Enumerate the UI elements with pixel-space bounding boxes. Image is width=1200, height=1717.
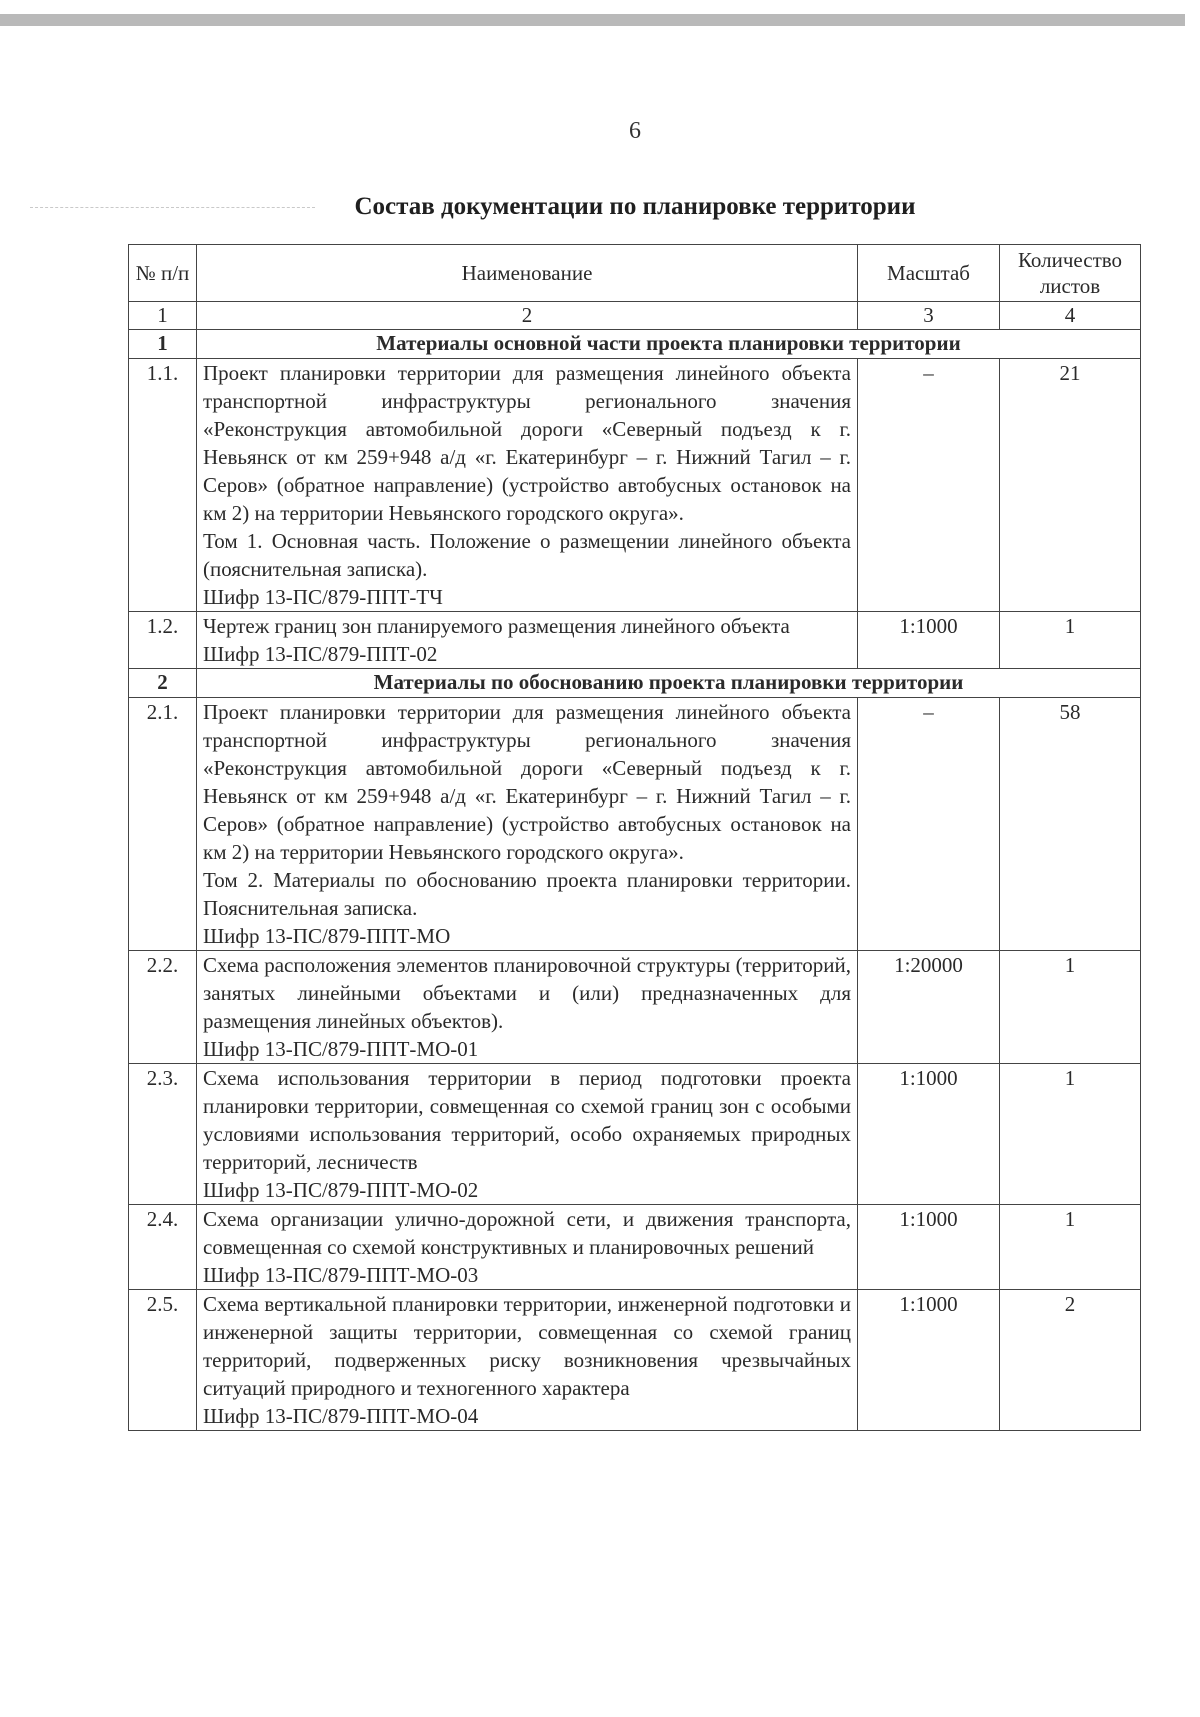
row-sheet-count: 1 — [1000, 951, 1141, 1064]
row-cipher: Шифр 13-ПС/879-ППТ-МО-03 — [203, 1263, 479, 1287]
header-name: Наименование — [197, 245, 858, 302]
column-number: 1 — [129, 302, 197, 330]
row-cipher: Шифр 13-ПС/879-ППТ-МО — [203, 924, 451, 948]
row-name — [197, 951, 858, 1064]
header-count: Количество листов — [1000, 245, 1141, 302]
table-body — [129, 330, 1141, 1431]
documentation-table — [128, 244, 1141, 1431]
table-row — [129, 951, 1141, 1064]
scan-top-edge — [0, 14, 1185, 26]
row-name — [197, 1205, 858, 1290]
row-cipher: Шифр 13-ПС/879-ППТ-МО-04 — [203, 1404, 479, 1428]
section-row — [129, 669, 1141, 698]
row-sheet-count: 58 — [1000, 698, 1141, 951]
section-title: Материалы по обоснованию проекта планировки территории — [197, 669, 1141, 698]
page-number: 6 — [629, 118, 641, 144]
column-number: 2 — [197, 302, 858, 330]
row-number: 2.2. — [129, 951, 197, 1064]
row-sheet-count: 1 — [1000, 1064, 1141, 1205]
row-sheet-count: 1 — [1000, 612, 1141, 669]
section-title: Материалы основной части проекта планировки территории — [197, 330, 1141, 359]
table-header-row — [129, 245, 1141, 302]
row-scale: 1:1000 — [858, 1290, 1000, 1431]
table-row — [129, 1064, 1141, 1205]
table-row — [129, 1290, 1141, 1431]
header-scale: Масштаб — [858, 245, 1000, 302]
column-number: 3 — [858, 302, 1000, 330]
row-name — [197, 359, 858, 612]
column-number: 4 — [1000, 302, 1141, 330]
row-name-paragraph: Том 1. Основная часть. Положение о размещении линейного объекта (пояснительная записка). — [203, 529, 851, 581]
row-name-paragraph: Чертеж границ зон планируемого размещения линейного объекта — [203, 614, 790, 638]
table-row — [129, 612, 1141, 669]
row-cipher: Шифр 13-ПС/879-ППТ-МО-01 — [203, 1037, 479, 1061]
row-name-paragraph: Схема организации улично-дорожной сети, и движения транспорта, совмещенная со схемой конструктивных и планировочных решений — [203, 1207, 851, 1259]
row-number: 2.4. — [129, 1205, 197, 1290]
row-name-paragraph: Проект планировки территории для размещения линейного объекта транспортной инфраструктуры регионального значения «Реконструкция автомобильной дороги «Северный подъезд к г. Невьянск от км 259+948 а/д «г. Екатеринбург – г. Нижний Тагил – г. Серов» (обратное направление) (устройство автобусных остановок на км 2) на территории Невьянского городского округа». — [203, 361, 851, 525]
row-scale: 1:1000 — [858, 612, 1000, 669]
row-scale: – — [858, 698, 1000, 951]
row-number: 2.3. — [129, 1064, 197, 1205]
row-sheet-count: 21 — [1000, 359, 1141, 612]
section-row — [129, 330, 1141, 359]
header-num: № п/п — [129, 245, 197, 302]
document-title: Состав документации по планировке территории — [354, 193, 916, 220]
column-number-row — [129, 302, 1141, 330]
row-number: 1.2. — [129, 612, 197, 669]
row-cipher: Шифр 13-ПС/879-ППТ-02 — [203, 642, 438, 666]
row-name-paragraph: Схема использования территории в период подготовки проекта планировки территории, совмещенная со схемой границ зон с особыми условиями использования территорий, особо охраняемых природных территорий, лесничеств — [203, 1066, 851, 1174]
row-sheet-count: 1 — [1000, 1205, 1141, 1290]
row-sheet-count: 2 — [1000, 1290, 1141, 1431]
row-cipher: Шифр 13-ПС/879-ППТ-МО-02 — [203, 1178, 479, 1202]
table-row — [129, 698, 1141, 951]
row-scale: 1:1000 — [858, 1064, 1000, 1205]
section-number: 2 — [129, 669, 197, 698]
row-scale: 1:20000 — [858, 951, 1000, 1064]
row-number: 2.1. — [129, 698, 197, 951]
row-cipher: Шифр 13-ПС/879-ППТ-ТЧ — [203, 585, 443, 609]
row-name-paragraph: Схема вертикальной планировки территории, инженерной подготовки и инженерной защиты территории, совмещенная со схемой границ территорий, подверженных риску возникновения чрезвычайных ситуаций природного и техногенного характера — [203, 1292, 851, 1400]
row-scale: 1:1000 — [858, 1205, 1000, 1290]
row-name — [197, 698, 858, 951]
row-number: 1.1. — [129, 359, 197, 612]
section-number: 1 — [129, 330, 197, 359]
row-name-paragraph: Проект планировки территории для размещения линейного объекта транспортной инфраструктуры регионального значения «Реконструкция автомобильной дороги «Северный подъезд к г. Невьянск от км 259+948 а/д «г. Екатеринбург – г. Нижний Тагил – г. Серов» (обратное направление) (устройство автобусных остановок на км 2) на территории Невьянского городского округа». — [203, 700, 851, 864]
table-row — [129, 359, 1141, 612]
row-name-paragraph: Схема расположения элементов планировочной структуры (территорий, занятых линейными объектами и (или) предназначенных для размещения линейных объектов). — [203, 953, 851, 1033]
row-name — [197, 1064, 858, 1205]
row-name — [197, 612, 858, 669]
row-name — [197, 1290, 858, 1431]
row-name-paragraph: Том 2. Материалы по обоснованию проекта планировки территории. Пояснительная записка. — [203, 868, 851, 920]
table-row — [129, 1205, 1141, 1290]
row-scale: – — [858, 359, 1000, 612]
row-number: 2.5. — [129, 1290, 197, 1431]
